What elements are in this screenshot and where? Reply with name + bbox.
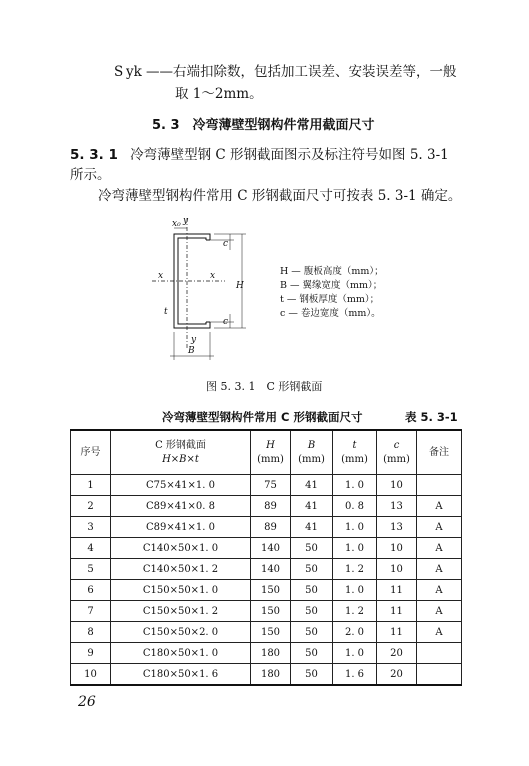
cell-note xyxy=(417,664,462,686)
label-c-top: c xyxy=(223,239,229,249)
cell-note: A xyxy=(417,538,462,559)
cell-t: 1. 0 xyxy=(333,538,377,559)
cell-name: C150×50×2. 0 xyxy=(111,622,251,643)
cell-name: C180×50×1. 6 xyxy=(111,664,251,686)
cell-name: C89×41×1. 0 xyxy=(111,517,251,538)
cell-note xyxy=(417,475,462,496)
clause-number: 5. 3. 1 xyxy=(70,147,118,163)
cell-t: 1. 0 xyxy=(333,475,377,496)
intro-line-2: 取 1～2mm。 xyxy=(175,86,263,102)
header-c xyxy=(377,430,417,475)
header-c-unit: (mm) xyxy=(383,453,410,465)
page-number: 26 xyxy=(78,694,96,710)
clause-line-3: 冷弯薄壁型钢构件常用 C 形钢截面尺寸可按表 5. 3-1 确定。 xyxy=(98,188,462,204)
legend-item: B — 翼缘宽度（mm）； xyxy=(280,280,383,291)
figure-caption: 图 5. 3. 1 C 形钢截面 xyxy=(206,380,323,393)
cell-note: A xyxy=(417,580,462,601)
cell-c: 20 xyxy=(377,664,417,686)
table-row xyxy=(71,496,462,517)
cell-H: 140 xyxy=(251,538,291,559)
cell-c: 20 xyxy=(377,643,417,664)
cell-B: 50 xyxy=(291,643,333,664)
cell-no: 8 xyxy=(71,622,111,643)
header-t xyxy=(333,430,377,475)
table-row xyxy=(71,601,462,622)
cell-H: 150 xyxy=(251,601,291,622)
cell-B: 50 xyxy=(291,622,333,643)
cell-t: 0. 8 xyxy=(333,496,377,517)
clause-line-2: 所示。 xyxy=(70,167,111,183)
table-row xyxy=(71,559,462,580)
cell-c: 10 xyxy=(377,559,417,580)
header-H xyxy=(251,430,291,475)
cell-name: C75×41×1. 0 xyxy=(111,475,251,496)
cell-B: 50 xyxy=(291,664,333,686)
cell-t: 2. 0 xyxy=(333,622,377,643)
header-c-symbol: c xyxy=(393,439,400,451)
cell-t: 1. 2 xyxy=(333,559,377,580)
table-number: 表 5. 3-1 xyxy=(405,410,458,424)
header-H-unit: (mm) xyxy=(257,453,284,465)
header-B-symbol: B xyxy=(307,439,316,451)
table-row xyxy=(71,643,462,664)
label-t: t xyxy=(164,307,168,317)
cell-H: 75 xyxy=(251,475,291,496)
header-note: 备注 xyxy=(417,430,462,475)
label-x-right: x xyxy=(210,271,216,281)
table-row xyxy=(71,622,462,643)
cell-no: 3 xyxy=(71,517,111,538)
c-section-figure xyxy=(150,210,260,365)
cell-no: 7 xyxy=(71,601,111,622)
cell-no: 4 xyxy=(71,538,111,559)
cell-no: 2 xyxy=(71,496,111,517)
cell-note: A xyxy=(417,496,462,517)
cell-t: 1. 6 xyxy=(333,664,377,686)
cell-t: 1. 2 xyxy=(333,601,377,622)
cell-c: 11 xyxy=(377,580,417,601)
header-H-symbol: H xyxy=(266,439,275,451)
cell-note: A xyxy=(417,622,462,643)
cell-c: 10 xyxy=(377,475,417,496)
cell-name: C140×50×1. 2 xyxy=(111,559,251,580)
table-row xyxy=(71,517,462,538)
cell-H: 89 xyxy=(251,517,291,538)
cell-no: 6 xyxy=(71,580,111,601)
cell-name: C150×50×1. 0 xyxy=(111,580,251,601)
cell-note: A xyxy=(417,517,462,538)
cell-note: A xyxy=(417,601,462,622)
cell-c: 13 xyxy=(377,496,417,517)
cell-B: 41 xyxy=(291,517,333,538)
cell-H: 89 xyxy=(251,496,291,517)
cell-B: 41 xyxy=(291,496,333,517)
cell-B: 41 xyxy=(291,475,333,496)
cell-name: C180×50×1. 0 xyxy=(111,643,251,664)
header-section-name: C 形钢截面 xyxy=(155,439,206,451)
cell-t: 1. 0 xyxy=(333,517,377,538)
clause-text: 冷弯薄壁型钢 C 形钢截面图示及标注符号如图 5. 3-1 xyxy=(130,147,449,163)
header-section xyxy=(111,430,251,475)
cell-B: 50 xyxy=(291,559,333,580)
header-t-unit: (mm) xyxy=(341,453,368,465)
label-B: B xyxy=(188,346,195,356)
cell-H: 180 xyxy=(251,664,291,686)
header-no: 序号 xyxy=(71,430,111,475)
table-row xyxy=(71,580,462,601)
cell-B: 50 xyxy=(291,601,333,622)
cell-no: 9 xyxy=(71,643,111,664)
cell-no: 5 xyxy=(71,559,111,580)
header-B-unit: (mm) xyxy=(298,453,325,465)
table-row xyxy=(71,538,462,559)
clause-line-1 xyxy=(70,143,449,163)
table-caption: 冷弯薄壁型钢构件常用 C 形钢截面尺寸 xyxy=(162,410,363,424)
cell-name: C140×50×1. 0 xyxy=(111,538,251,559)
cell-note xyxy=(417,643,462,664)
cell-B: 50 xyxy=(291,538,333,559)
label-y-bottom: y xyxy=(191,335,197,345)
label-c-bottom: c xyxy=(223,317,229,327)
cell-H: 150 xyxy=(251,580,291,601)
cell-note: A xyxy=(417,559,462,580)
figure-legend xyxy=(280,265,384,321)
cell-c: 11 xyxy=(377,622,417,643)
cell-name: C150×50×1. 2 xyxy=(111,601,251,622)
cell-t: 1. 0 xyxy=(333,580,377,601)
cell-H: 180 xyxy=(251,643,291,664)
intro-line-1: S yk ——右端扣除数，包括加工误差、安装误差等，一般 xyxy=(114,64,457,80)
cell-no: 10 xyxy=(71,664,111,686)
label-y-top: y xyxy=(183,216,189,226)
section-title: 5. 3 冷弯薄壁型钢构件常用截面尺寸 xyxy=(152,118,375,133)
cell-no: 1 xyxy=(71,475,111,496)
cell-H: 150 xyxy=(251,622,291,643)
c-section-table xyxy=(70,429,462,686)
legend-item: t — 钢板厚度（mm）； xyxy=(280,294,380,305)
cell-H: 140 xyxy=(251,559,291,580)
cell-B: 50 xyxy=(291,580,333,601)
header-B xyxy=(291,430,333,475)
legend-item: H — 腹板高度（mm）； xyxy=(280,266,384,277)
legend-item: c — 卷边宽度（mm）。 xyxy=(280,308,381,319)
table-row xyxy=(71,664,462,686)
label-x0: x₀ xyxy=(172,219,181,229)
table-row xyxy=(71,475,462,496)
label-H: H xyxy=(236,281,244,291)
cell-c: 10 xyxy=(377,538,417,559)
table-header-row xyxy=(71,430,462,475)
label-x-left: x xyxy=(158,271,164,281)
header-section-dims: H×B×t xyxy=(162,453,199,465)
cell-name: C89×41×0. 8 xyxy=(111,496,251,517)
cell-t: 1. 0 xyxy=(333,643,377,664)
cell-c: 13 xyxy=(377,517,417,538)
header-t-symbol: t xyxy=(352,439,357,451)
cell-c: 11 xyxy=(377,601,417,622)
